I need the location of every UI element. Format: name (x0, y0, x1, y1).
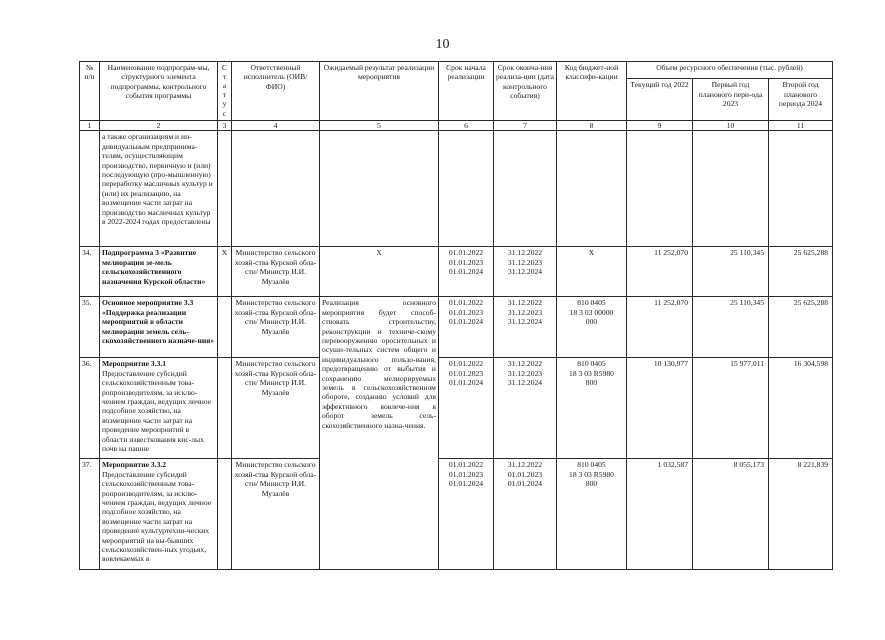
row-2024: 16 304,598 (769, 358, 833, 459)
colnum-1: 1 (80, 121, 100, 131)
table-row (80, 131, 833, 247)
row-name (100, 358, 218, 459)
row-2024: 25 625,288 (769, 247, 833, 297)
header-resources: Объем ресурсного обеспечения (тыс. рублей) (627, 62, 833, 79)
row-2024 (769, 131, 833, 247)
table-row (80, 247, 833, 297)
row-executor: Министерство сельского хозяй-ства Курской обла-сти/ Министр И.И. Музалёв (232, 358, 320, 459)
row-2023: 15 977,011 (693, 358, 769, 459)
row-kbk: X (557, 247, 627, 297)
row-name-text: Предоставление субсидий сельскохозяйственным това-ропроизводителям, за исклю-чением граждан, ведущих личное подсобное хозяйство, на возмещение части затрат на проведение мероприятий в области известкования кис-лых почв на пашне (102, 368, 212, 454)
row-executor: Министерство сельского хозяй-ства Курской обла-сти/ Министр И.И. Музалёв (232, 247, 320, 297)
row-start: 01.01.2022 01.01.2023 01.01.2024 (439, 459, 494, 570)
header-kbk: Код бюджет-ной классифи-кации (557, 62, 627, 121)
row-2024: 25 625,288 (769, 297, 833, 358)
row-2023 (693, 131, 769, 247)
row-result-merged: Реализация основного мероприятия будет способ-ствовать строительству, реконструкции и техниче-скому перевооружению оросительных и осуши-тельных систем общего и индивидуального пользо-вания, предотвращению от выбытия и сохранению мелиорируемых земель в сельскохозяйственном обороте, созданию условий для эффективного вовлече-ния в оборот земель сель-скохозяйственного назна-чения. (320, 297, 439, 570)
row-kbk (557, 131, 627, 247)
row-status (218, 297, 232, 358)
row-2022: 10 130,977 (627, 358, 693, 459)
row-2022 (627, 131, 693, 247)
header-2023: Первый год планового пери-ода 2023 (693, 79, 769, 121)
colnum-9: 9 (627, 121, 693, 131)
row-executor (232, 131, 320, 247)
header-2022: Текущий год 2022 (627, 79, 693, 121)
header-status: С т а т у с (218, 62, 232, 121)
row-name: Основное мероприятие 3.3 «Поддержка реализации мероприятий в области мелиорации земель сель-скохозяйственного назначе-ния» (100, 297, 218, 358)
row-end: 31.12.2022 31.12.2023 31.12.2024 (494, 247, 557, 297)
row-name-text: Предоставление субсидий сельскохозяйственным това-ропроизводителям, за исклю-чением граждан, ведущих личное подсобное хозяйство, на возмещение части затрат на проведение культуртехни-ческих мероприятий на вы-бывших сельскохозяйствен-ных угодьях, вовлекаемых в (102, 469, 212, 564)
row-end: 31.12.2022 31.12.2023 31.12.2024 (494, 358, 557, 459)
row-result: X (320, 247, 439, 297)
header-name: Наименование подпрограм-мы, структурного элемента подпрограммы, контрольного события программы (100, 62, 218, 121)
table-row (80, 297, 833, 358)
colnum-2: 2 (100, 121, 218, 131)
table-row (80, 459, 833, 570)
colnum-10: 10 (693, 121, 769, 131)
header-num: № п/п (80, 62, 100, 121)
row-2022: 11 252,070 (627, 247, 693, 297)
row-num: 35. (80, 297, 100, 358)
row-start (439, 131, 494, 247)
row-start: 01.01.2022 01.01.2023 01.01.2024 (439, 358, 494, 459)
row-result (320, 131, 439, 247)
row-num: 34. (80, 247, 100, 297)
row-status (218, 459, 232, 570)
row-name-bold: Мероприятие 3.3.2 (102, 460, 167, 470)
colnum-4: 4 (232, 121, 320, 131)
row-status: X (218, 247, 232, 297)
row-2022: 1 032,587 (627, 459, 693, 570)
row-num: 37. (80, 459, 100, 570)
row-2023: 8 055,173 (693, 459, 769, 570)
row-2023: 25 110,345 (693, 247, 769, 297)
row-2024: 8 221,839 (769, 459, 833, 570)
column-number-row (80, 121, 833, 131)
colnum-3: 3 (218, 121, 232, 131)
row-2023: 25 110,345 (693, 297, 769, 358)
row-name-bold: Мероприятие 3.3.1 (102, 359, 167, 369)
header-result: Ожидаемый результат реализации мероприятия (320, 62, 439, 121)
row-name: Подпрограмма 3 «Развитие мелиорации зе-мель сельскохозяйственного назначения Курской области» (100, 247, 218, 297)
row-end (494, 131, 557, 247)
header-row (80, 62, 833, 79)
row-num (80, 131, 100, 247)
row-2022: 11 252,070 (627, 297, 693, 358)
row-kbk: 810 0405 18 3 03 00000 000 (557, 297, 627, 358)
row-start: 01.01.2022 01.01.2023 01.01.2024 (439, 297, 494, 358)
page-number: 10 (435, 37, 450, 52)
header-2024: Второй год планового периода 2024 (769, 79, 833, 121)
row-executor: Министерство сельского хозяй-ства Курской обла-сти/ Министр И.И. Музалёв (232, 459, 320, 570)
row-end: 31.12.2022 01.01.2023 01.01.2024 (494, 459, 557, 570)
colnum-8: 8 (557, 121, 627, 131)
row-name (100, 459, 218, 570)
row-start: 01.01.2022 01.01.2023 01.01.2024 (439, 247, 494, 297)
header-end: Срок оконча-ния реализа-ции (дата контрольного события) (494, 62, 557, 121)
row-kbk: 810 0405 18 3 03 R5980 800 (557, 459, 627, 570)
header-start: Срок начала реализации (439, 62, 494, 121)
header-executor: Ответственный исполнитель (ОИВ/ФИО) (232, 62, 320, 121)
row-status (218, 358, 232, 459)
colnum-11: 11 (769, 121, 833, 131)
program-table (79, 61, 833, 570)
colnum-5: 5 (320, 121, 439, 131)
colnum-7: 7 (494, 121, 557, 131)
row-end: 31.12.2022 31.12.2023 31.12.2024 (494, 297, 557, 358)
row-executor: Министерство сельского хозяй-ства Курской обла-сти/ Министр И.И. Музалёв (232, 297, 320, 358)
row-num: 36. (80, 358, 100, 459)
colnum-6: 6 (439, 121, 494, 131)
table-row (80, 358, 833, 459)
row-name: а также организациям и ин-дивидуальным предпринима-телям, осуществляющим производство, первичную и (или) последующую (про-мышленную) переработку масличных культур и (или) их реализацию, на возмещение части затрат на производство масличных культур в 2022-2024 годах предоставлены (100, 131, 218, 247)
row-kbk: 810 0405 18 3 03 R5980 800 (557, 358, 627, 459)
row-status (218, 131, 232, 247)
